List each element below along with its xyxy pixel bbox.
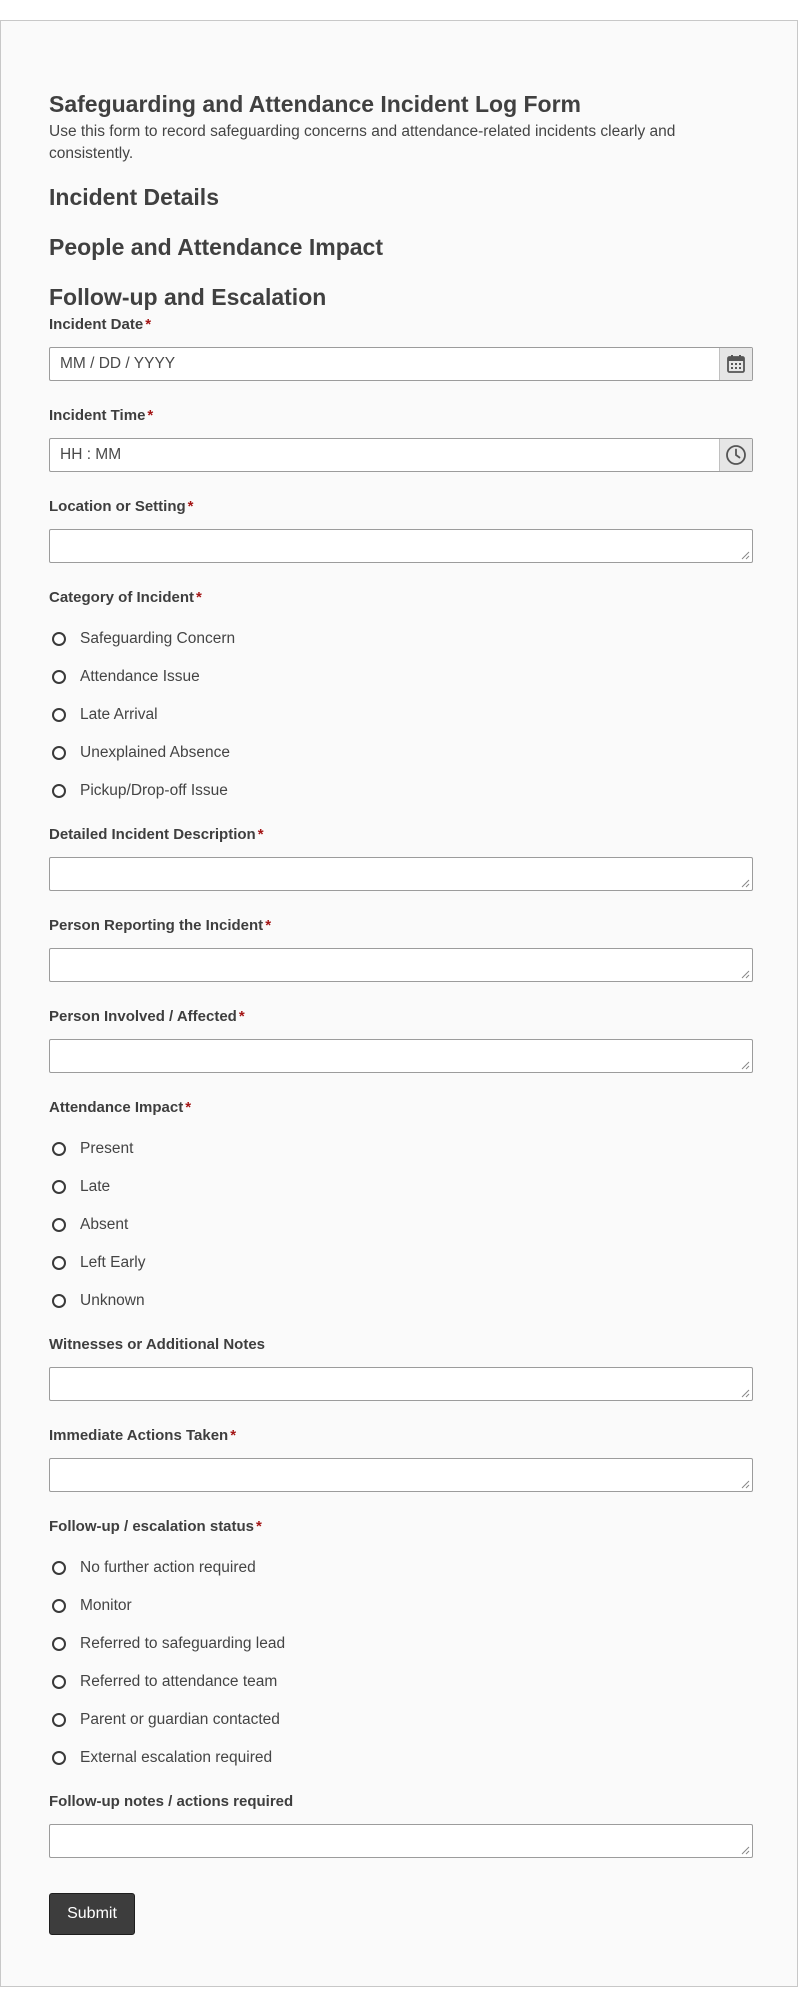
form-description: Use this form to record safeguarding concerns and attendance-related incidents clearly and consistently.: [49, 123, 676, 162]
resize-handle-icon[interactable]: [741, 1846, 750, 1855]
form-title: Safeguarding and Attendance Incident Log Form: [49, 91, 582, 117]
radio-button[interactable]: [52, 1218, 66, 1232]
followup-notes-label-text: Follow-up notes / actions required: [49, 1793, 294, 1810]
resize-handle-icon[interactable]: [741, 1480, 750, 1489]
radio-button[interactable]: [52, 1561, 66, 1575]
radio-button[interactable]: [52, 746, 66, 760]
actions-textarea[interactable]: [49, 1458, 753, 1492]
required-marker: *: [196, 589, 202, 606]
required-marker: *: [256, 1518, 262, 1535]
radio-button[interactable]: [52, 1294, 66, 1308]
required-marker: *: [257, 826, 264, 843]
followup-option[interactable]: [49, 1709, 280, 1731]
radio-button[interactable]: [52, 1751, 66, 1765]
incident-date-input[interactable]: [49, 347, 753, 381]
radio-button[interactable]: [52, 1637, 66, 1651]
actions-label: [49, 1426, 236, 1446]
radio-button[interactable]: [52, 1713, 66, 1727]
incident-date-label: [49, 315, 151, 335]
reporter-textarea[interactable]: [49, 948, 753, 982]
radio-button[interactable]: [52, 1599, 66, 1613]
required-marker: *: [238, 1008, 245, 1025]
incident-date-placeholder: MM / DD / YYYY: [60, 355, 176, 372]
section-people-attendance: People and Attendance Impact: [49, 234, 383, 260]
witnesses-textarea[interactable]: [49, 1367, 753, 1401]
radio-label: Present: [80, 1140, 134, 1157]
incident-date-label-text: Incident Date: [49, 316, 144, 333]
reporter-label-text: Person Reporting the Incident: [49, 917, 264, 934]
followup-status-label-text: Follow-up / escalation status: [49, 1518, 255, 1535]
radio-label: Unexplained Absence: [80, 744, 230, 761]
category-option[interactable]: [49, 666, 200, 688]
location-label: [49, 497, 194, 517]
involved-textarea[interactable]: [49, 1039, 753, 1073]
location-label-text: Location or Setting: [49, 498, 186, 515]
category-option[interactable]: [49, 742, 230, 764]
resize-handle-icon[interactable]: [741, 879, 750, 888]
involved-label: [49, 1007, 245, 1027]
reporter-label: [49, 916, 271, 936]
attendance-option[interactable]: [49, 1214, 128, 1236]
resize-handle-icon[interactable]: [741, 551, 750, 560]
radio-label: Monitor: [80, 1597, 132, 1614]
description-label-text: Detailed Incident Description: [49, 826, 256, 843]
radio-label: Safeguarding Concern: [80, 630, 236, 647]
resize-handle-icon[interactable]: [741, 1389, 750, 1398]
attendance-option[interactable]: [49, 1138, 133, 1160]
attendance-option[interactable]: [49, 1176, 110, 1198]
followup-option[interactable]: [49, 1595, 132, 1617]
location-textarea[interactable]: [49, 529, 753, 563]
clock-icon[interactable]: [719, 439, 752, 471]
required-marker: *: [187, 498, 194, 515]
incident-time-input[interactable]: [49, 438, 753, 472]
followup-notes-label: [49, 1792, 293, 1812]
category-option[interactable]: [49, 780, 228, 802]
resize-handle-icon[interactable]: [741, 1061, 750, 1070]
witnesses-label-text: Witnesses or Additional Notes: [49, 1336, 266, 1353]
followup-option[interactable]: [49, 1557, 256, 1579]
radio-label: Referred to attendance team: [80, 1673, 278, 1690]
radio-label: Absent: [80, 1216, 129, 1233]
incident-time-label: [49, 406, 153, 426]
submit-button[interactable]: Submit: [49, 1893, 135, 1935]
radio-label: No further action required: [80, 1559, 256, 1576]
actions-label-text: Immediate Actions Taken: [49, 1427, 229, 1444]
attendance-option[interactable]: [49, 1290, 145, 1312]
followup-option[interactable]: [49, 1747, 272, 1769]
radio-label: Unknown: [80, 1292, 145, 1309]
witnesses-label: [49, 1335, 265, 1355]
radio-label: Late: [80, 1178, 111, 1195]
attendance-impact-label-text: Attendance Impact: [49, 1099, 184, 1116]
required-marker: *: [145, 316, 152, 333]
form-header: [49, 89, 753, 165]
radio-button[interactable]: [52, 784, 66, 798]
required-marker: *: [265, 917, 272, 934]
radio-label: Left Early: [80, 1254, 146, 1271]
radio-label: Referred to safeguarding lead: [80, 1635, 286, 1652]
radio-button[interactable]: [52, 1256, 66, 1270]
description-label: [49, 825, 264, 845]
category-label: [49, 588, 202, 608]
calendar-icon[interactable]: [719, 348, 752, 380]
category-label-text: Category of Incident: [49, 589, 195, 606]
attendance-option[interactable]: [49, 1252, 145, 1274]
section-incident-details: Incident Details: [49, 184, 219, 210]
form-card: [0, 20, 798, 1987]
radio-button[interactable]: [52, 670, 66, 684]
followup-option[interactable]: [49, 1671, 277, 1693]
incident-time-label-text: Incident Time: [49, 407, 146, 424]
incident-time-placeholder: HH : MM: [60, 446, 122, 463]
radio-button[interactable]: [52, 708, 66, 722]
category-option[interactable]: [49, 704, 158, 726]
radio-button[interactable]: [52, 632, 66, 646]
resize-handle-icon[interactable]: [741, 970, 750, 979]
radio-button[interactable]: [52, 1675, 66, 1689]
radio-label: Pickup/Drop-off Issue: [80, 782, 228, 799]
description-textarea[interactable]: [49, 857, 753, 891]
category-option[interactable]: [49, 628, 235, 650]
followup-status-label: [49, 1517, 262, 1537]
followup-notes-textarea[interactable]: [49, 1824, 753, 1858]
required-marker: *: [230, 1427, 237, 1444]
followup-option[interactable]: [49, 1633, 285, 1655]
radio-button[interactable]: [52, 1180, 66, 1194]
radio-label: External escalation required: [80, 1749, 273, 1766]
radio-label: Late Arrival: [80, 706, 158, 723]
involved-label-text: Person Involved / Affected: [49, 1008, 237, 1025]
radio-label: Attendance Issue: [80, 668, 200, 685]
radio-button[interactable]: [52, 1142, 66, 1156]
required-marker: *: [185, 1099, 192, 1116]
attendance-impact-label: [49, 1098, 191, 1118]
radio-label: Parent or guardian contacted: [80, 1711, 280, 1728]
section-followup-escalation: Follow-up and Escalation: [49, 284, 327, 310]
required-marker: *: [147, 407, 154, 424]
